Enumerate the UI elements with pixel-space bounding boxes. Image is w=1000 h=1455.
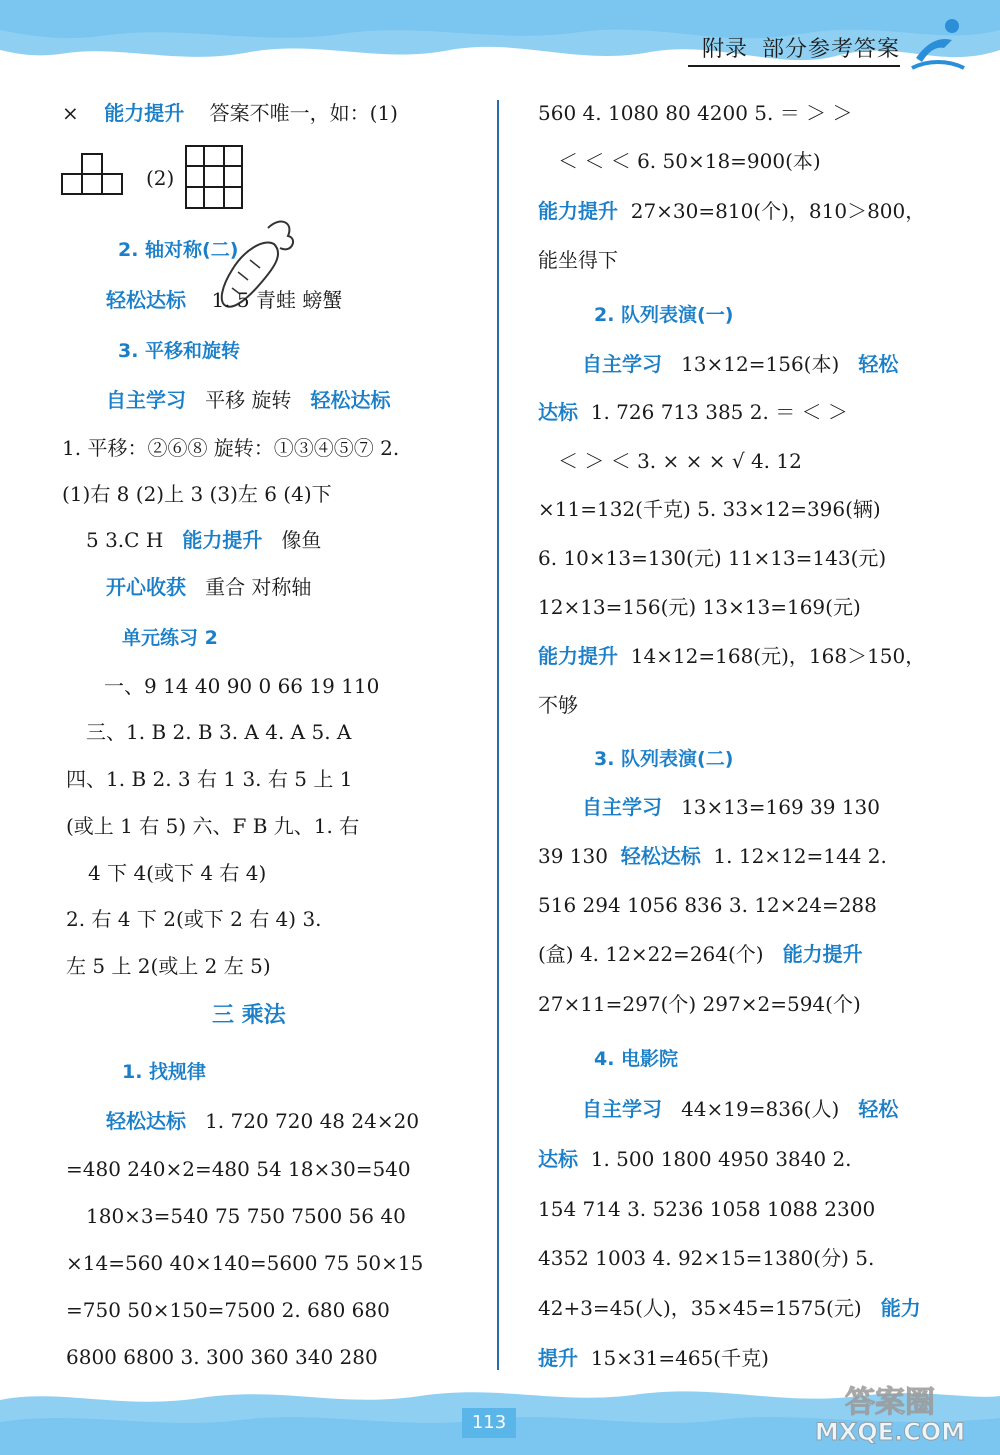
answer-line: ＜ ＜ ＜ 6. 50×18=900(本) [558, 149, 821, 173]
blocks-figure-2 [184, 144, 244, 210]
answer-text: 1. 5 青蛙 螃蟹 [211, 288, 343, 312]
label-easy: 轻松达标 [620, 844, 701, 868]
answer-line [106, 386, 391, 414]
label-self-study: 自主学习 [582, 352, 662, 376]
answer-text: 27×30=810(个)，810＞800， [630, 199, 926, 223]
answer-line [538, 642, 925, 670]
answer-line: ×11=132(千克) 5. 33×12=396(辆) [538, 497, 881, 521]
page-header-title [688, 32, 900, 67]
svg-text:答案圈: 答案圈 [845, 1385, 935, 1420]
answer-line [538, 1294, 921, 1322]
answer-line: 154 714 3. 5236 1058 1088 2300 [538, 1197, 876, 1221]
svg-text:MXQE.COM: MXQE.COM [814, 1418, 966, 1446]
answer-line [582, 793, 880, 821]
section-title: 单元练习 2 [122, 627, 218, 649]
answer-text: 39 130 [538, 844, 608, 868]
label-ability: 能力提升 [538, 644, 618, 668]
answer-line: 4352 1003 4. 92×15=1380(分) 5. [538, 1246, 875, 1270]
answer-text: 1. 500 1800 4950 3840 2. [590, 1147, 852, 1171]
answer-line: 不够 [538, 693, 578, 717]
section-title: 2. 轴对称(二) [118, 239, 239, 261]
answer-line [538, 1145, 852, 1173]
answer-line [106, 573, 311, 601]
answer-line [582, 1095, 898, 1123]
answer-line: (或上 1 右 5) 六、F B 九、1. 右 [66, 814, 360, 838]
answer-line: 516 294 1056 836 3. 12×24=288 [538, 893, 877, 917]
answer-line: 12×13=156(元) 13×13=169(元) [538, 595, 861, 619]
answer-line [538, 1344, 769, 1372]
answer-line: ＜ ＞ ＜ 3. × × × √ 4. 12 [558, 449, 802, 473]
answer-line [106, 286, 342, 314]
answer-line: =480 240×2=480 54 18×30=540 [66, 1157, 411, 1181]
answer-text: 14×12=168(元)，168＞150， [630, 644, 926, 668]
section-title: 3. 平移和旋转 [118, 340, 241, 362]
label-easy: 轻松 [858, 1097, 899, 1121]
section-title: 1. 找规律 [122, 1061, 207, 1083]
answer-line: 左 5 上 2(或上 2 左 5) [66, 954, 271, 978]
answer-line [538, 940, 863, 968]
answer-line: 1. 平移：②⑥⑧ 旋转：①③④⑤⑦ 2. [62, 436, 400, 460]
figure-label-2: (2) [146, 166, 175, 190]
swimmer-logo-icon [908, 14, 968, 76]
column-divider [497, 100, 499, 1370]
chapter-title: 三 乘法 [212, 1003, 286, 1028]
section-title: 2. 队列表演(一) [594, 304, 734, 326]
label-happy-gain: 开心收获 [106, 575, 186, 599]
answer-line: 能坐得下 [538, 248, 618, 272]
label-easy: 轻松 [858, 352, 899, 376]
answer-line [582, 350, 898, 378]
section-title: 3. 队列表演(二) [594, 748, 734, 770]
section-title: 4. 电影院 [594, 1048, 679, 1070]
answer-line [62, 99, 398, 127]
answer-line: 560 4. 1080 80 4200 5. ＝ ＞ ＞ [538, 101, 853, 125]
label-easy: 轻松达标 [310, 388, 391, 412]
watermark-logo [800, 1382, 980, 1447]
answer-line [106, 1107, 419, 1135]
label-ability: 能力提升 [782, 942, 863, 966]
label-easy: 轻松达标 [106, 1109, 186, 1133]
label-ability: 能力 [880, 1296, 921, 1320]
label-easy: 轻松达标 [106, 288, 186, 312]
answer-text: 重合 对称轴 [205, 575, 312, 599]
answer-text: 1. 12×12=144 2. [713, 844, 887, 868]
answer-line [86, 526, 321, 554]
answer-line [538, 398, 848, 426]
answer-text: 13×13=169 39 130 [681, 795, 881, 819]
label-self-study: 自主学习 [582, 795, 662, 819]
answer-text: 1. 720 720 48 24×20 [205, 1109, 420, 1133]
label-self-study: 自主学习 [106, 388, 186, 412]
answer-line: (1)右 8 (2)上 3 (3)左 6 (4)下 [62, 482, 332, 506]
answer-text: 15×31=465(千克) [590, 1346, 769, 1370]
page-number: 113 [462, 1408, 516, 1438]
cross-mark: × [62, 101, 79, 125]
answer-text: 1. 726 713 385 2. ＝ ＜ ＞ [590, 400, 848, 424]
blocks-figure-1 [60, 152, 126, 200]
answer-text: (盒) 4. 12×22=264(个) [538, 942, 764, 966]
answer-line: 4 下 4(或下 4 右 4) [88, 861, 267, 885]
answer-line [538, 197, 925, 225]
answer-line: 180×3=540 75 750 7500 56 40 [86, 1204, 406, 1228]
label-easy-cont: 达标 [538, 1147, 578, 1171]
label-ability: 能力提升 [182, 528, 263, 552]
header-appendix: 附录 [701, 37, 748, 62]
answer-text: 答案不唯一，如：(1) [209, 101, 398, 125]
answer-text: 像鱼 [281, 528, 322, 552]
answer-line [538, 842, 887, 870]
answer-line: 2. 右 4 下 2(或下 2 右 4) 3. [66, 907, 322, 931]
answer-line: 三、1. B 2. B 3. A 4. A 5. A [86, 720, 352, 744]
label-ability: 能力提升 [104, 101, 185, 125]
label-ability-cont: 提升 [538, 1346, 578, 1370]
answer-line: 6. 10×13=130(元) 11×13=143(元) [538, 546, 887, 570]
label-ability: 能力提升 [538, 199, 618, 223]
answer-text: 平移 旋转 [205, 388, 292, 412]
answer-line: 27×11=297(个) 297×2=594(个) [538, 992, 861, 1016]
label-easy-cont: 达标 [538, 400, 578, 424]
answer-text: 5 3.C H [86, 528, 164, 552]
answer-line: 一、9 14 40 90 0 66 19 110 [104, 674, 380, 698]
answer-line: 四、1. B 2. 3 右 1 3. 右 5 上 1 [66, 767, 353, 791]
answer-text: 42+3=45(人)，35×45=1575(元) [538, 1296, 862, 1320]
header-answers: 部分参考答案 [761, 37, 900, 62]
answer-text: 44×19=836(人) [681, 1097, 840, 1121]
answer-line: =750 50×150=7500 2. 680 680 [66, 1298, 390, 1322]
label-self-study: 自主学习 [582, 1097, 662, 1121]
answer-line: ×14=560 40×140=5600 75 50×15 [66, 1251, 424, 1275]
answer-text: 13×12=156(本) [681, 352, 840, 376]
answer-line: 6800 6800 3. 300 360 340 280 [66, 1345, 378, 1369]
